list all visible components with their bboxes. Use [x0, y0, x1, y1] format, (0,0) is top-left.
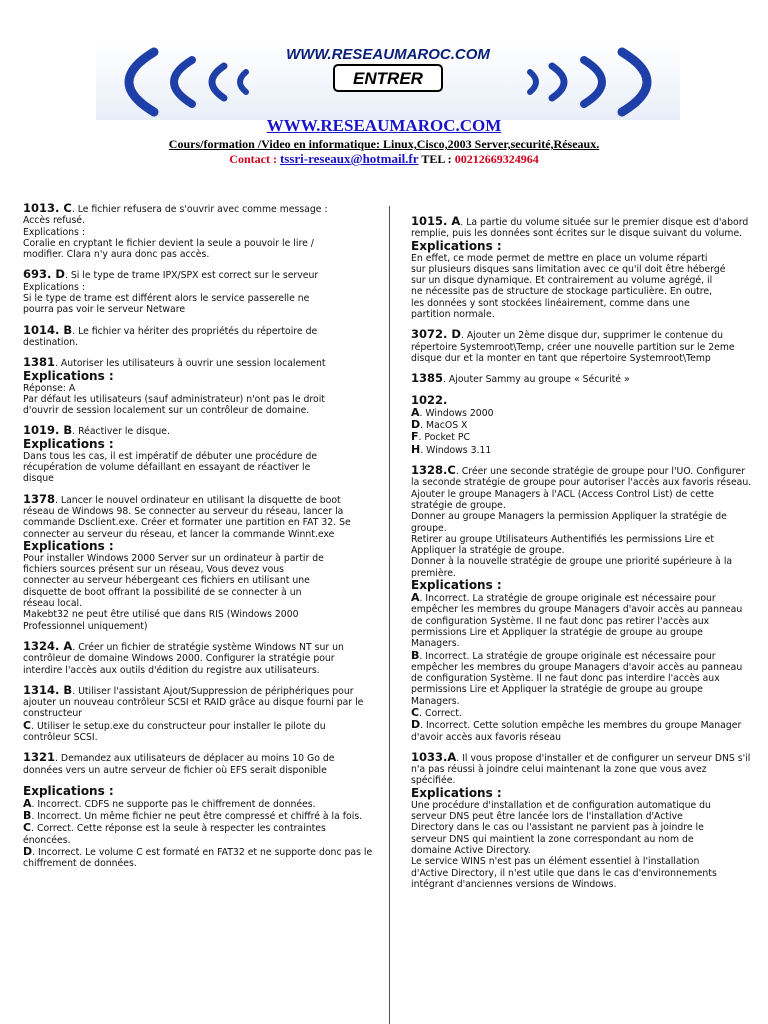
question-1019 — [23, 425, 375, 484]
answer-text: . Incorrect. CDFS ne supporte pas le chiffrement de données. — [31, 798, 316, 810]
right-column — [411, 216, 752, 899]
answer-line — [411, 444, 752, 456]
question-text: . — [443, 392, 448, 407]
answer-letter: D — [23, 845, 33, 859]
question-1033 — [411, 749, 752, 890]
answer-line — [411, 419, 752, 431]
line: Donner à la nouvelle stratégie de groupe une priorité supérieure à la première. — [411, 556, 733, 579]
question-number: 1314. B — [23, 682, 73, 697]
line: Accès refusé. — [23, 215, 85, 227]
answer-line — [411, 407, 752, 419]
question-1022 — [411, 392, 752, 456]
line: Une procédure d'installation et de configuration automatique du — [411, 799, 711, 811]
question-number: 693. D — [23, 267, 65, 282]
answer-text: . Incorrect. La stratégie de groupe originale est nécessaire pour empêcher les membres du groupe Managers d'avoir accès au panneau de configuration Système. Il ne faut donc pas retirer l'accès aux permissions Lire et Appliquer la stratégie de groupe au groupe Managers. — [411, 593, 743, 650]
question-1385 — [411, 373, 752, 385]
line: Coralie en cryptant le fichier devient la seule a pouvoir le lire / — [23, 237, 314, 249]
line: Dans tous les cas, il est impératif de débuter une procédure de — [23, 450, 318, 462]
answer-text: . Correct. Cette réponse est la seule à respecter les contraintes énoncées. — [23, 823, 326, 846]
question-number: 1381 — [23, 355, 56, 370]
line: d'Active Directory, il n'est utile que dans le cas d'environnements — [411, 867, 717, 879]
explications-heading: Explications : — [411, 785, 502, 800]
contact-line — [0, 151, 768, 167]
question-text: . La partie du volume située sur le premier disque est d'abord remplie, puis les données sont écrites sur le disque suivant du volume. — [411, 217, 749, 240]
line: Réponse: A — [23, 382, 76, 394]
question-text: . Le fichier refusera de s'ouvrir avec comme message : — [71, 204, 328, 215]
line: intégrant d'anciennes versions de Windows. — [411, 878, 617, 890]
tel-number: 00212669324964 — [454, 152, 539, 166]
answer-line — [411, 707, 752, 719]
question-number: 1015. A — [411, 214, 461, 228]
line: sur plusieurs disques sans limitation avec ce qu'il doit être hébergé — [411, 263, 726, 275]
question-number: 1019. B — [23, 423, 73, 438]
line: les données y sont stockées linéairement, comme dans une — [411, 297, 690, 309]
explications-heading: Explications : — [23, 368, 114, 383]
question-1378 — [23, 491, 375, 632]
answer-letter: H — [411, 442, 421, 456]
question-text: . Ajouter Sammy au groupe « Sécurité » — [443, 374, 630, 386]
line: Donner au groupe Managers la permission Appliquer la stratégie de groupe. — [411, 511, 727, 534]
line: Professionnel uniquement) — [23, 620, 148, 632]
enter-button: ENTRER — [353, 69, 423, 88]
line: partition normale. — [411, 309, 495, 321]
column-divider — [389, 206, 390, 1024]
question-1328 — [411, 465, 752, 743]
explications-heading: Explications : — [23, 783, 114, 798]
question-number: 1321 — [23, 750, 56, 765]
answer-text: . Windows 3.11 — [420, 444, 492, 456]
line: Si le type de trame est différent alors le service passerelle ne — [23, 293, 310, 305]
question-3072 — [411, 329, 752, 364]
answer-letter: A — [411, 591, 420, 605]
answer-letter: F — [411, 430, 419, 444]
question-number: 1013. C — [23, 201, 72, 215]
site-banner[interactable] — [96, 44, 680, 120]
line: Explications : — [23, 281, 85, 293]
answer-text: . Correct. — [419, 707, 462, 719]
explications-heading: Explications : — [23, 538, 114, 553]
answer-text: . Windows 2000 — [419, 407, 494, 419]
line: fichiers sources présent sur un réseau, Vous devez vous — [23, 564, 285, 576]
explications-heading: Explications : — [23, 436, 114, 451]
question-693 — [23, 269, 375, 315]
answer-line — [411, 431, 752, 443]
question-number: 1328.C — [411, 463, 456, 478]
site-subtitle: Cours/formation /Video en informatique: Linux,Cisco,2003 Server,securité,Réseaux. — [168, 137, 600, 151]
question-1014 — [23, 322, 375, 349]
answer-text: . Incorrect. Le volume C est formaté en FAT32 et ne supporte donc pas le chiffrement de données. — [23, 847, 373, 870]
question-text: . Autoriser les utilisateurs à ouvrir une session localement — [55, 358, 326, 370]
answer-letter: A — [23, 796, 32, 810]
answer-line — [23, 810, 375, 822]
answer-letter: C — [23, 821, 32, 835]
answer-line — [23, 720, 375, 744]
line: Pour installer Windows 2000 Server sur un ordinateur à partir de — [23, 552, 324, 564]
line: disque — [23, 473, 54, 485]
question-text: . Ajouter un 2ème disque dur, supprimer le contenue du répertoire Systemroot\Temp, créer une nouvelle partition sur le 2eme disque dur et la monter en tant que répertoire Systemroot\Temp — [411, 330, 735, 364]
answer-text: . Incorrect. La stratégie de groupe originale est nécessaire pour empêcher les membres du groupe Managers d'avoir accès au panneau de configuration Système. Il ne faut donc pas interdire l'accès aux permissions Lire et Appliquer la stratégie de groupe au groupe Managers. — [411, 650, 743, 707]
line: serveur DNS qui maintient la zone correspondant au nom de — [411, 833, 694, 845]
line: récupération de volume défaillant en essayant de réactiver le — [23, 462, 311, 474]
answer-letter: A — [411, 405, 420, 419]
question-1015 — [411, 216, 752, 320]
question-1381 — [23, 357, 375, 416]
question-number: 1324. A — [23, 638, 73, 653]
line: Retirer au groupe Utilisateurs Authentifiés les permissions Lire et Appliquer la stratégie de groupe. — [411, 533, 715, 557]
question-number: 1014. B — [23, 322, 73, 337]
answer-text: . Utiliser le setup.exe du constructeur pour installer le pilote du contrôleur SCSI. — [23, 720, 326, 743]
answer-line — [23, 822, 375, 846]
question-1324 — [23, 638, 375, 676]
line: Makebt32 ne peut être utilisé que dans RIS (Windows 2000 — [23, 609, 299, 621]
answer-line — [23, 798, 375, 810]
question-number: 1385 — [411, 371, 444, 386]
contact-label: Contact : — [229, 152, 277, 166]
question-number: 1022 — [411, 392, 444, 407]
answer-letter: C — [411, 705, 420, 719]
line: En effet, ce mode permet de mettre en place un volume réparti — [411, 252, 708, 264]
answer-text: . MacOS X — [420, 420, 468, 432]
question-text: . Demandez aux utilisateurs de déplacer au moins 10 Go de données vers un autre serveur de fichier où EFS serait disponible — [23, 753, 335, 776]
tel-label: TEL : — [421, 152, 452, 166]
line: sur un disque dynamique. Et contrairement au volume agrégé, il — [411, 275, 713, 287]
question-1314 — [23, 682, 375, 743]
answer-letter: B — [23, 809, 32, 823]
answer-text: . Pocket PC — [418, 432, 470, 444]
explications-heading: Explications : — [411, 238, 502, 253]
question-1013 — [23, 203, 375, 260]
line: connecter au serveur hébergeant ces fichiers en utilisant une — [23, 575, 310, 587]
question-1321 — [23, 752, 375, 869]
question-text: . Il vous propose d'installer et de configurer un serveur DNS s'il n'a pas réussi à joindre celui maintenant la zone que vous avez spécifiée. — [411, 752, 751, 787]
answer-line — [411, 719, 752, 743]
question-number: 1033.A — [411, 749, 457, 764]
contact-email-link[interactable]: tssri-reseaux@hotmail.fr — [279, 151, 419, 166]
question-text: . Créer un fichier de stratégie système Windows NT sur un contrôleur de domaine Windows 2000. Configurer la stratégie pour interdire l'accès aux outils d'édition du registre aux utilisateurs. — [23, 641, 344, 676]
answer-line — [23, 846, 375, 870]
question-text: . Lancer le nouvel ordinateur en utilisant la disquette de boot réseau de Windows 98. Se connecter au serveur du réseau, lancer la commande Dsclient.exe. Créer et formater une partition en FAT 32. Se connecter au serveur du réseau, et lancer la commande Winnt.exe — [23, 494, 351, 540]
answer-text: . Incorrect. Un même fichier ne peut être compressé et chiffré à la fois. — [31, 811, 363, 823]
answer-letter: D — [411, 718, 421, 732]
line: d'ouvrir de session localement sur un contrôleur de domaine. — [23, 405, 310, 417]
line: serveur DNS peut être lancée lors de l'installation d'Active — [411, 811, 683, 823]
question-number: 3072. D — [411, 327, 461, 342]
line: Le service WINS n'est pas un élément essentiel à l'installation — [411, 856, 700, 868]
banner-url: WWW.RESEAUMAROC.COM — [286, 46, 490, 63]
line: Directory dans le cas ou l'assistant ne parvient pas à joindre le — [411, 822, 704, 834]
answer-letter: D — [411, 418, 421, 432]
answer-letter: B — [411, 648, 420, 662]
answer-text: . Incorrect. Cette solution empêche les membres du groupe Manager d'avoir accès aux favoris réseau — [411, 720, 742, 743]
line: pourra pas voir le serveur Netware — [23, 304, 186, 316]
site-title[interactable]: WWW.RESEAUMAROC.COM — [266, 116, 502, 135]
left-column — [23, 203, 375, 879]
question-text: . Utiliser l'assistant Ajout/Suppression de périphériques pour ajouter un nouveau contrôleur SCSI et RAID grâce au disque fourni par le constructeur — [23, 685, 364, 720]
question-text: . Réactiver le disque. — [72, 426, 170, 438]
line: domaine Active Directory. — [411, 844, 531, 856]
line: Par défaut les utilisateurs (sauf administrateur) n'ont pas le droit — [23, 393, 325, 405]
question-text: . Si le type de trame IPX/SPX est correct sur le serveur — [64, 270, 319, 282]
explications-heading: Explications : — [411, 578, 502, 593]
question-text: . Le fichier va hériter des propriétés du répertoire de destination. — [23, 325, 318, 348]
answer-letter: C — [23, 718, 32, 732]
line: Ajouter le groupe Managers à l'ACL (Access Control List) de cette stratégie de groupe. — [411, 488, 714, 511]
line: disquette de boot offrant la possibilité de se connecter à un — [23, 586, 302, 598]
line: ne nécessite pas de structure de stockage particulière. En outre, — [411, 286, 713, 298]
line: Explications : — [23, 226, 85, 238]
question-number: 1378 — [23, 491, 56, 506]
line: modifier. Clara n'y aura donc pas accès. — [23, 249, 210, 261]
answer-line — [411, 650, 752, 707]
line: réseau local. — [23, 598, 83, 610]
question-text: . Créer une seconde stratégie de groupe pour l'UO. Configurer la seconde stratégie de groupe pour autoriser l'accès aux favoris réseau. — [411, 466, 752, 489]
answer-line — [411, 592, 752, 649]
